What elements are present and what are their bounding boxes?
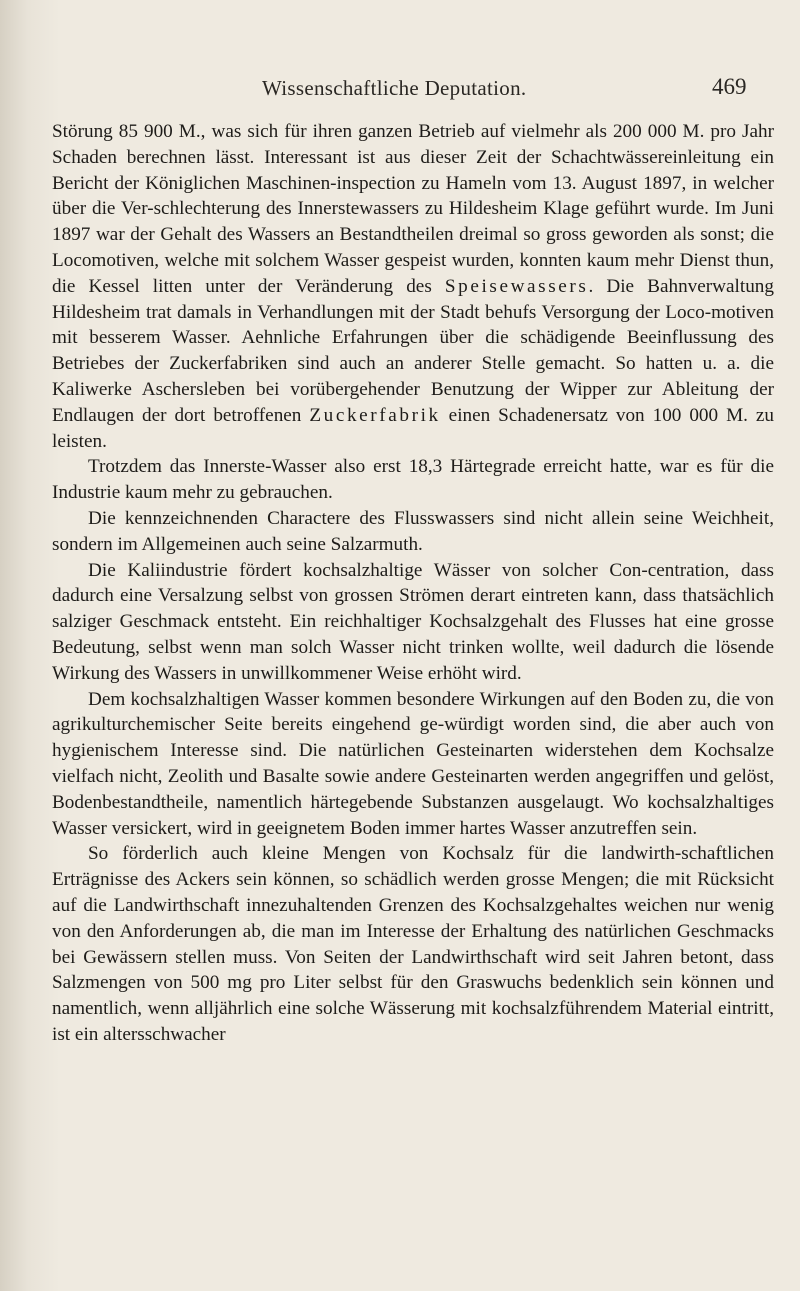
paragraph-5: Dem kochsalzhaltigen Wasser kommen besondere Wirkungen auf den Boden zu, die von agrikulturchemischer Seite bereits eingehend ge-würdigt worden sind, die aber auch von hygienischem Interesse sind. Die natürlichen Gesteinarten widerstehen dem Kochsalze vielfach nicht, Zeolith und Basalte sowie andere Gesteinarten werden angegriffen und gelöst, Bodenbestandtheile, namentlich härtegebende Substanzen ausgelaugt. Wo kochsalzhaltiges Wasser versickert, wird in geeignetem Boden immer hartes Wasser anzutreffen sein. — [52, 688, 774, 839]
running-title: Wissenschaftliche Deputation. — [262, 76, 527, 100]
paragraph-4: Die Kaliindustrie fördert kochsalzhaltige Wässer von solcher Con-centration, dass dadurch eine Versalzung selbst von grossen Strömen derart eintreten kann, dass thatsächlich salziger Geschmack entsteht. Ein reichhaltiger Kochsalzgehalt des Flusses hat eine grosse Bedeutung, selbst wenn man solch Wasser nicht trinken wollte, weil dadurch die lösende Wirkung des Wassers in unwillkommener Weise erhöht wird. — [52, 559, 774, 684]
emphasis-speisewassers: Speisewassers — [444, 275, 589, 297]
paragraph-6: So förderlich auch kleine Mengen von Kochsalz für die landwirth-schaftlichen Erträgnisse des Ackers sein können, so schädlich werden grosse Mengen; die mit Rücksicht auf die Landwirthschaft innezuhaltenden Grenzen des Kochsalzgehaltes weichen nur wenig von den Anforderungen ab, die man im Interesse der Erhaltung des natürlichen Geschmacks bei Gewässern stellen muss. Von Seiten der Landwirthschaft wird seit Jahren betont, dass Salzmengen von 500 mg pro Liter selbst für den Graswuchs bedenklich sein können und namentlich, wenn alljährlich eine solche Wässerung mit kochsalzführendem Material eintritt, ist ein altersschwacher — [52, 843, 774, 1045]
page-header — [0, 76, 800, 106]
paragraph-1-part-c: . Die Bahnverwaltung Hildesheim trat damals in Verhandlungen mit der Stadt behufs Versorgung der Loco-motiven mit besserem Wasser. Aehnliche Erfahrungen über die schädigende Beeinflussung des Betriebes der Zuckerfabriken sind auch an anderer Stelle gemacht. So hatten u. a. die Kaliwerke Aschersleben bei vorübergehender Benutzung der Wipper zur Ableitung der Endlaugen der dort betroffenen — [52, 275, 774, 426]
paragraph-3: Die kennzeichnenden Charactere des Flusswassers sind nicht allein seine Weichheit, sondern im Allgemeinen auch seine Salzarmuth. — [52, 507, 774, 555]
paragraph-1 — [52, 119, 774, 454]
body-text — [52, 119, 774, 1048]
paragraph-1-part-e: einen Schadenersatz von 100 000 M. zu leisten. — [52, 404, 774, 452]
page-number: 469 — [712, 74, 747, 99]
paragraph-1-part-a: Störung 85 900 M., was sich für ihren ganzen Betrieb auf vielmehr als 200 000 M. pro Jahr Schaden berechnen lässt. Interessant ist aus dieser Zeit der Schachtwässereinleitung ein Bericht der Königlichen Maschinen-inspection zu Hameln vom 13. August 1897, in welcher über die Ver-schlechterung des Innerstewassers zu Hildesheim Klage geführt wurde. Im Juni 1897 war der Gehalt des Wassers an Bestandtheilen dreimal so gross geworden als sonst; die Locomotiven, welche mit solchem Wasser gespeist wurden, konnten kaum mehr Dienst thun, die Kessel litten unter der Veränderung des — [52, 121, 774, 297]
emphasis-zuckerfabrik: Zuckerfabrik — [309, 404, 441, 426]
paragraph-2: Trotzdem das Innerste-Wasser also erst 18,3 Härtegrade erreicht hatte, war es für die Industrie kaum mehr zu gebrauchen. — [52, 456, 774, 504]
